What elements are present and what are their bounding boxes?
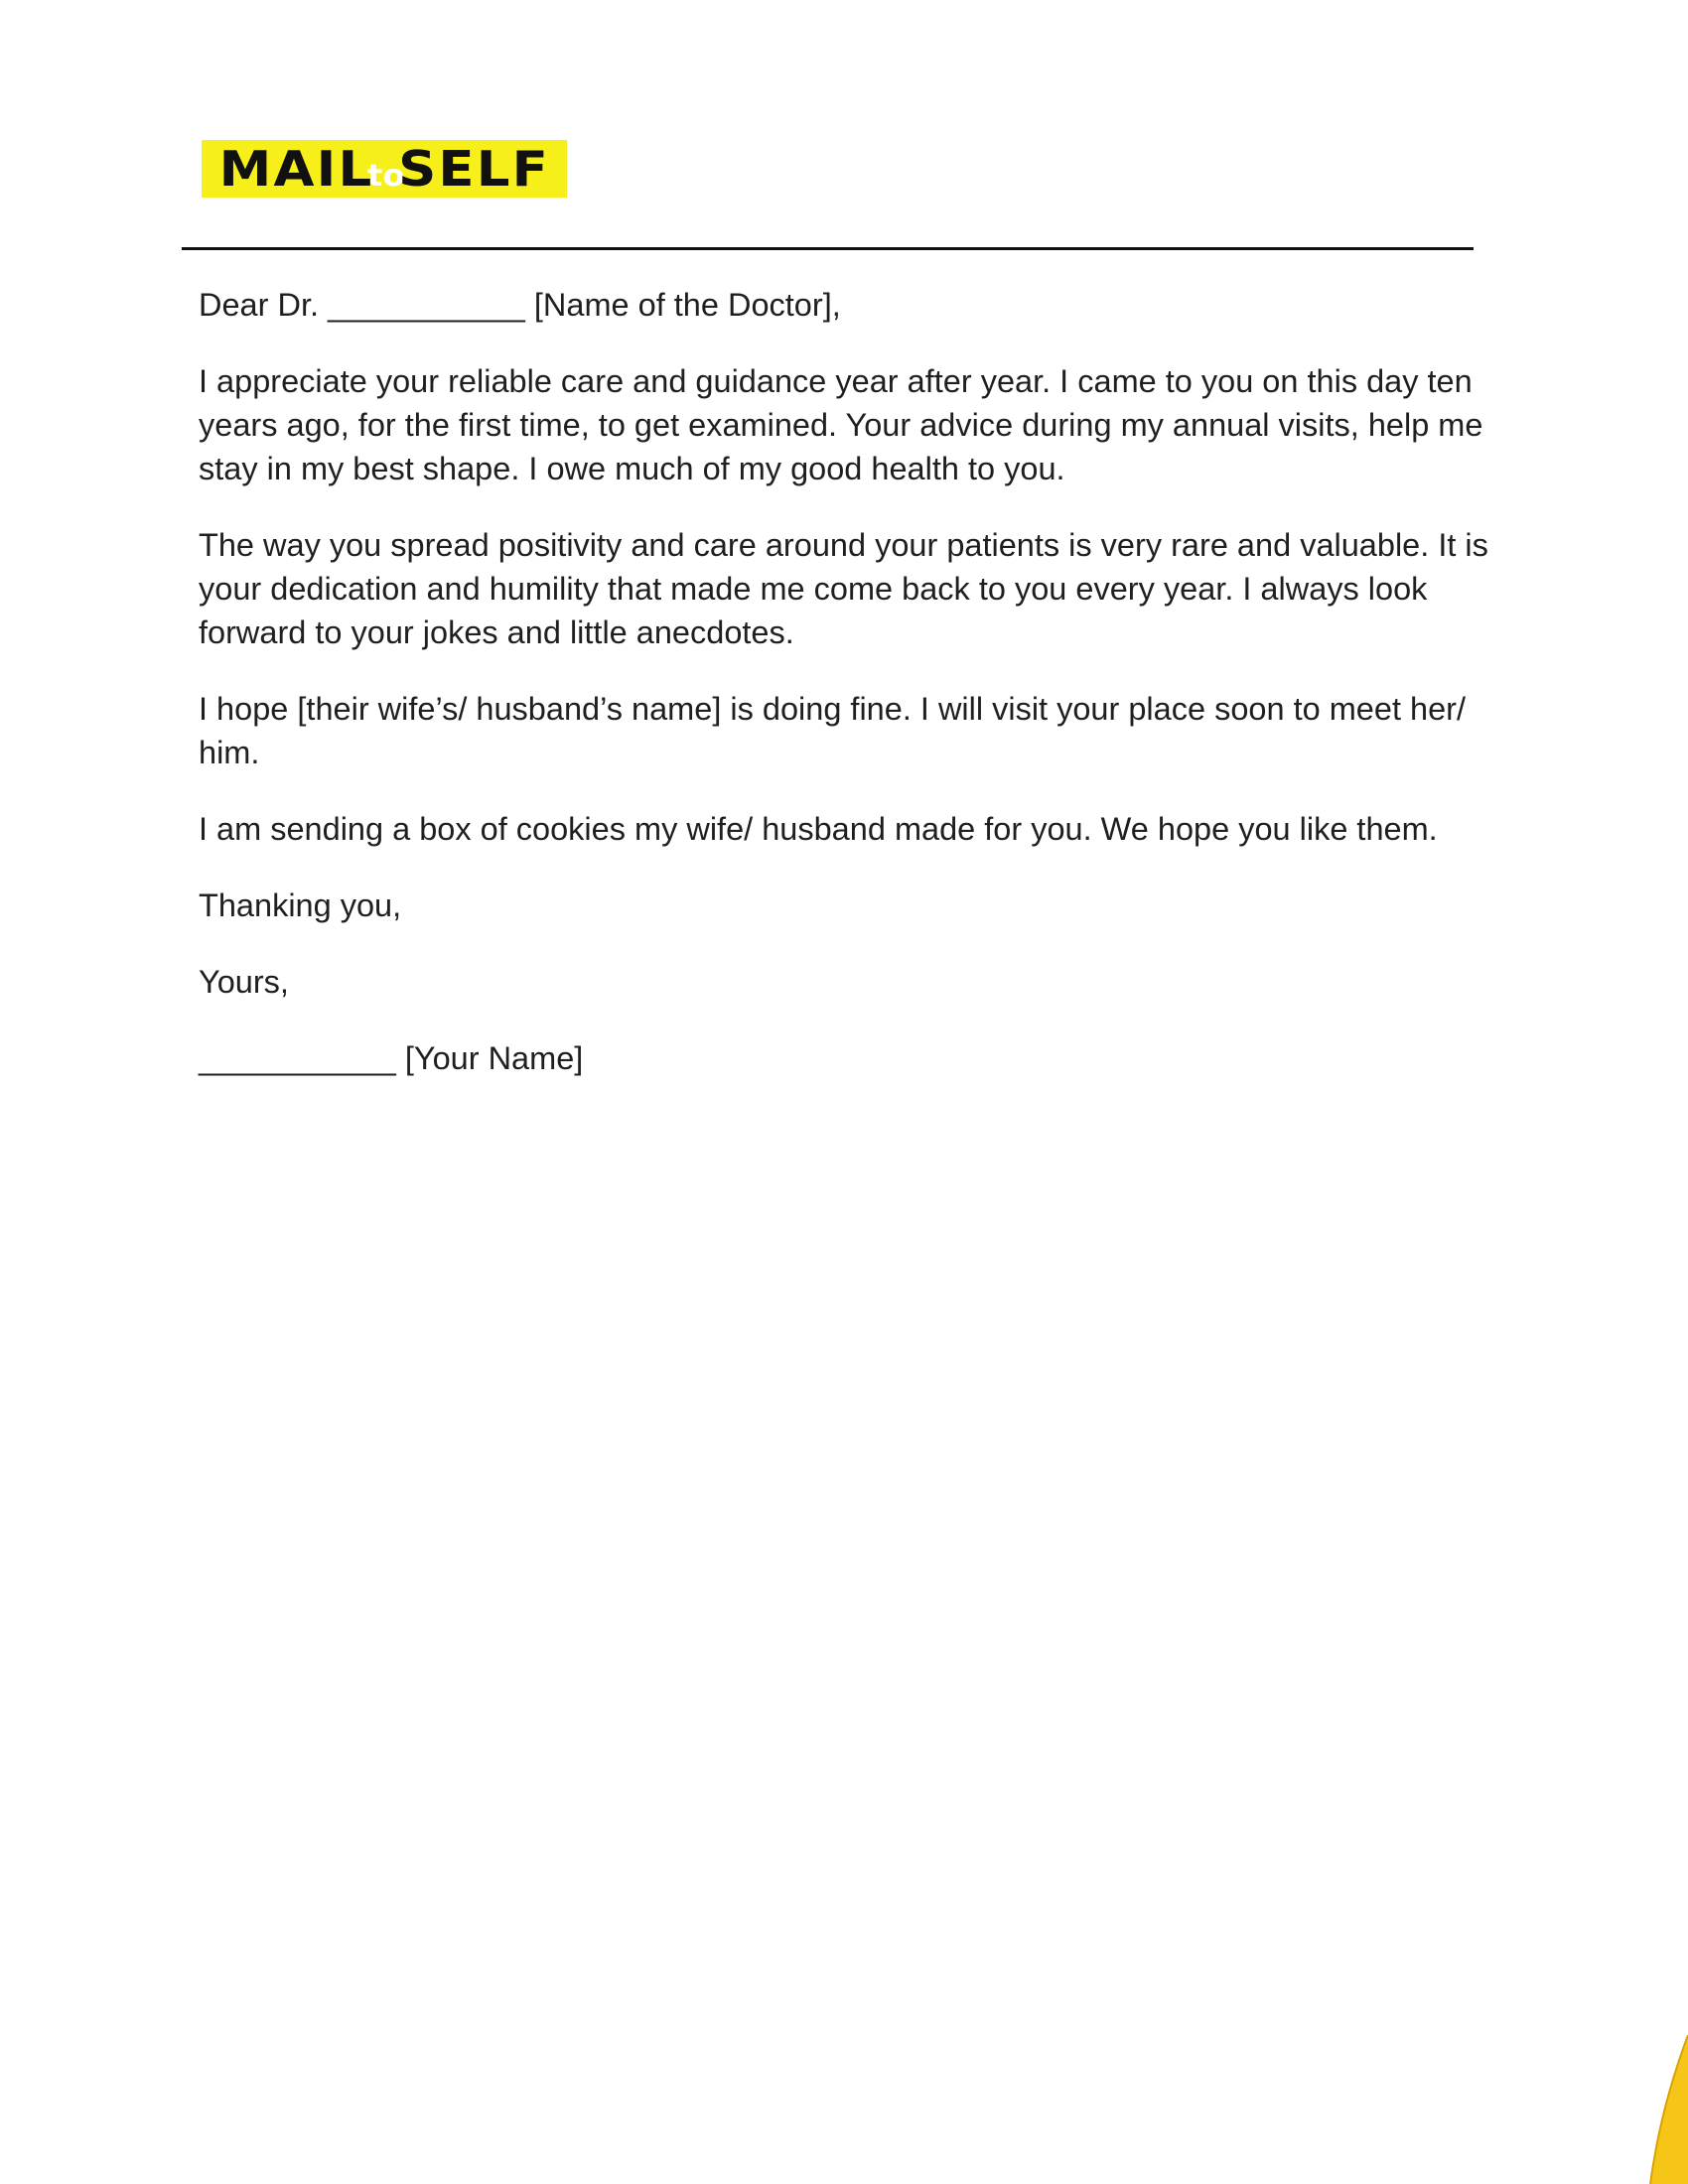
header-divider (182, 247, 1474, 250)
corner-accent-shape (1650, 2035, 1688, 2184)
corner-decoration (1628, 2035, 1688, 2184)
letter-signature: ___________ [Your Name] (199, 1040, 584, 1076)
letter-signoff: Yours, (199, 964, 289, 1000)
letter-body (199, 283, 1499, 1113)
letter-paragraph-4: I am sending a box of cookies my wife/ husband made for you. We hope you like them. (199, 811, 1438, 847)
logo-text-mail: MAIL (218, 140, 374, 198)
logo-text-self: SELF (397, 140, 550, 198)
letter-salutation: Dear Dr. ___________ [Name of the Doctor], (199, 287, 841, 323)
logo-text (218, 140, 550, 198)
letter-paragraph-1: I appreciate your reliable care and guidance year after year. I came to you on this day ten years ago, for the first time, to get examined. Your advice during my annual visits, help me stay in my best shape. I owe much of my good health to you. (199, 363, 1483, 486)
letter-paragraph-3: I hope [their wife’s/ husband’s name] is doing fine. I will visit your place soon to meet her/ him. (199, 691, 1467, 770)
logo-text-to: to (366, 158, 405, 194)
letter-paragraph-2: The way you spread positivity and care around your patients is very rare and valuable. It is your dedication and humility that made me come back to you every year. I always look forward to your jokes and little anecdotes. (199, 527, 1488, 650)
mailtoself-logo (202, 140, 567, 198)
letter-closing: Thanking you, (199, 887, 402, 923)
